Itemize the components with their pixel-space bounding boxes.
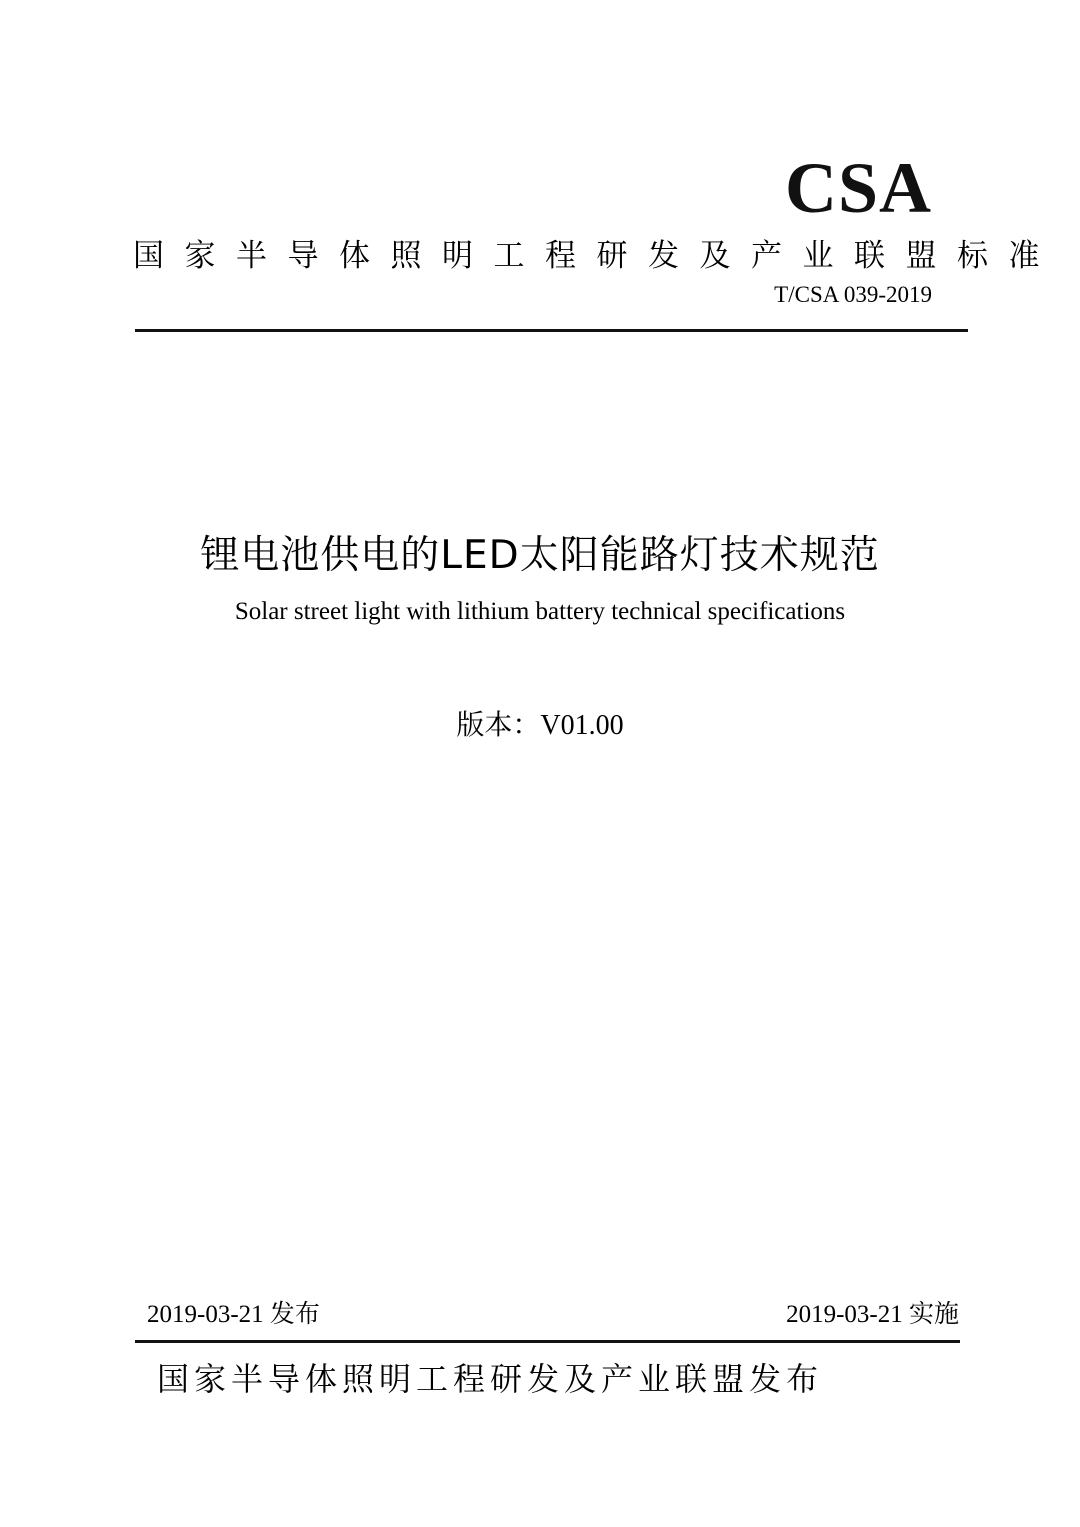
csa-logo: CSA: [784, 148, 932, 228]
effective-date: 2019-03-21 实施: [786, 1301, 959, 1328]
publisher-name: 国家半导体照明工程研发及产业联盟发布: [157, 1360, 824, 1398]
footer-divider: [135, 1340, 960, 1343]
document-title-chinese: 锂电池供电的LED太阳能路灯技术规范: [200, 533, 880, 578]
document-title-english: Solar street light with lithium battery technical specifications: [234, 598, 846, 625]
standard-code: T/CSA 039-2019: [774, 282, 932, 307]
publish-date: 2019-03-21 发布: [147, 1301, 320, 1328]
organization-standard-heading: 国家半导体照明工程研发及产业联盟标准: [133, 238, 1060, 274]
version-label: 版本：V01.00: [456, 710, 624, 741]
header-divider: [135, 329, 968, 332]
